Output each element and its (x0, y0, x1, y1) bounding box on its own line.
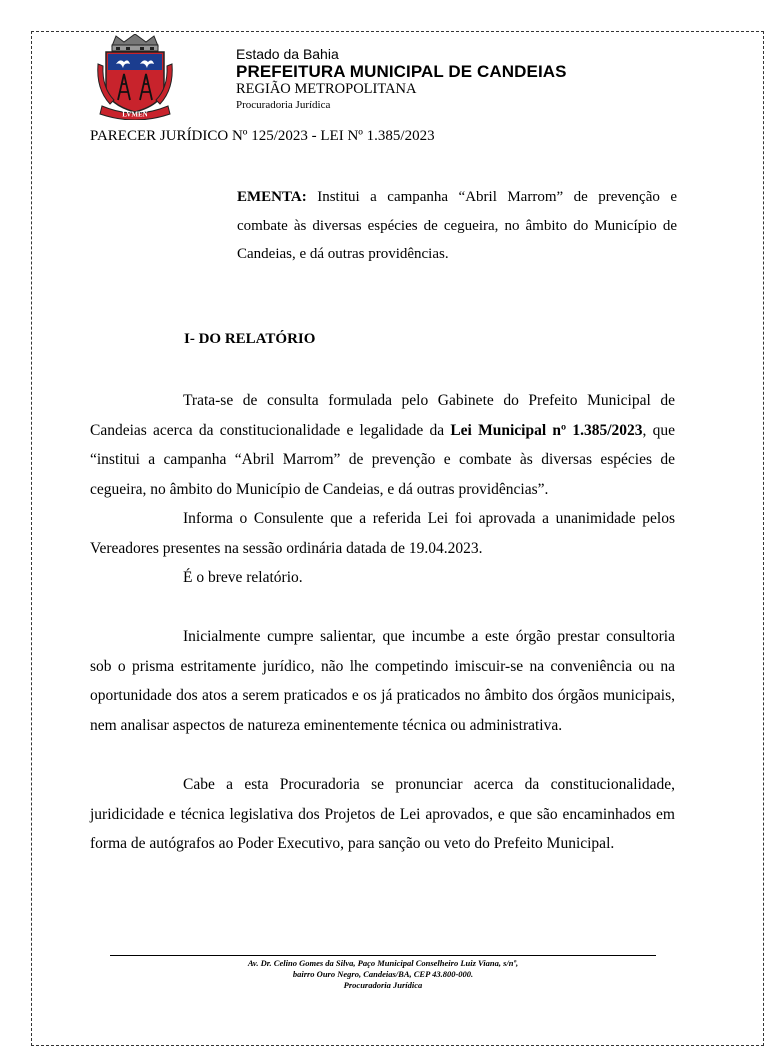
department-name: Procuradoria Jurídica (236, 99, 331, 111)
p3-text: É o breve relatório. (183, 569, 303, 586)
state-name: Estado da Bahia (236, 46, 339, 62)
region-name: REGIÃO METROPOLITANA (236, 81, 417, 97)
p1-text-a: Trata-se de consulta formulada pelo Gabinete do Prefeito Municipal de Candeias acerca da constitucionalidade e legalidade da (90, 392, 675, 439)
paragraph-4 (90, 622, 675, 740)
footer-address-line-2: bairro Ouro Negro, Candeias/BA, CEP 43.800-000. (292, 969, 474, 979)
crest-motto: LVMEN (122, 110, 148, 119)
paragraph-3 (90, 563, 675, 593)
ementa (237, 183, 677, 269)
document-title: PARECER JURÍDICO Nº 125/2023 - LEI Nº 1.385/2023 (90, 128, 435, 144)
footer-divider (110, 955, 656, 956)
footer-address-line-1: Av. Dr. Celino Gomes da Silva, Paço Municipal Conselheiro Luiz Viana, s/nº, (247, 958, 519, 968)
p1-law-reference: Lei Municipal nº 1.385/2023 (450, 421, 643, 439)
municipal-crest-icon (94, 34, 176, 120)
paragraph-1 (90, 386, 675, 504)
paragraph-5 (90, 770, 675, 859)
ementa-text: Institui a campanha “Abril Marrom” de prevenção e combate às diversas espécies de cegueira, no âmbito do Município de Candeias, e dá outras providências. (237, 189, 677, 262)
p4-text: Inicialmente cumpre salientar, que incumbe a este órgão prestar consultoria sob o prisma estritamente jurídico, não lhe competindo imiscuir-se na conveniência ou na oportunidade dos atos a serem praticados e os já praticados no âmbito dos órgãos municipais, nem analisar aspectos de natureza eminentemente técnica ou administrativa. (90, 628, 675, 734)
p2-text: Informa o Consulente que a referida Lei foi aprovada a unanimidade pelos Vereadores presentes na sessão ordinária datada de 19.04.2023. (90, 510, 675, 557)
ementa-label: EMENTA: (237, 189, 307, 205)
section-title: I- DO RELATÓRIO (184, 331, 316, 347)
footer-department: Procuradoria Jurídica (343, 980, 423, 990)
prefeitura-title: PREFEITURA MUNICIPAL DE CANDEIAS (236, 62, 567, 81)
p1-text-b: , que “institui a campanha “Abril Marrom” de prevenção e combate às diversas espécies de cegueira, no âmbito do Município de Candeias, e dá outras providências”. (90, 421, 675, 498)
paragraph-2 (90, 504, 675, 563)
p5-text: Cabe a esta Procuradoria se pronunciar acerca da constitucionalidade, juridicidade e técnica legislativa dos Projetos de Lei aprovados, e que são encaminhados em forma de autógrafos ao Poder Executivo, para sanção ou veto do Prefeito Municipal. (90, 776, 675, 852)
